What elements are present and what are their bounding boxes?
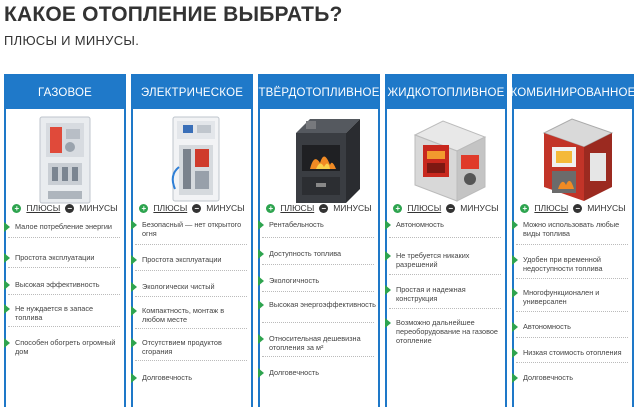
- feature-text: Рентабельность: [269, 220, 324, 229]
- list-item: [133, 306, 251, 324]
- feature-text: Многофункционален и универсален: [523, 288, 600, 306]
- column-header: ТВЁРДОТОПЛИВНОЕ: [260, 76, 378, 109]
- bullet-arrow-icon: [131, 338, 137, 348]
- bullet-arrow-icon: [385, 285, 391, 295]
- bullet-arrow-icon: [4, 280, 10, 290]
- divider: [516, 362, 628, 363]
- divider: [262, 291, 374, 292]
- feature-text: Не нуждается в запасе топлива: [15, 304, 94, 322]
- column-liquid-fuel: [385, 74, 507, 407]
- list-item: [514, 322, 632, 331]
- bullet-arrow-icon: [512, 220, 518, 230]
- divider: [262, 237, 374, 238]
- bullet-arrow-icon: [4, 304, 10, 314]
- divider: [262, 264, 374, 265]
- divider: [135, 270, 247, 271]
- bullet-arrow-icon: [512, 322, 518, 332]
- cons-label: МИНУСЫ: [206, 203, 245, 213]
- bullet-arrow-icon: [385, 220, 391, 230]
- bullet-arrow-icon: [4, 222, 10, 232]
- minus-icon: −: [446, 204, 455, 213]
- liquid-fuel-boiler-icon: [393, 115, 499, 207]
- pros-cons-legend: [260, 203, 378, 213]
- feature-text: Отсутствием продуктов сгорания: [142, 338, 222, 356]
- minus-icon: −: [65, 204, 74, 213]
- feature-text: Способен обогреть огромный дом: [15, 338, 116, 356]
- column-solid-fuel: [258, 74, 380, 407]
- minus-icon: −: [319, 204, 328, 213]
- pros-cons-legend: [6, 203, 124, 213]
- cons-label: МИНУСЫ: [79, 203, 118, 213]
- plus-icon: +: [393, 204, 402, 213]
- divider: [389, 308, 501, 309]
- bullet-arrow-icon: [258, 300, 264, 310]
- feature-text: Малое потребление энергии: [15, 222, 112, 231]
- electric-boiler-icon: [139, 115, 245, 207]
- feature-text: Долговечность: [523, 373, 574, 382]
- column-header: ЖИДКОТОПЛИВНОЕ: [387, 76, 505, 109]
- bullet-arrow-icon: [512, 288, 518, 298]
- bullet-arrow-icon: [512, 373, 518, 383]
- cons-label: МИНУСЫ: [333, 203, 372, 213]
- feature-text: Экологически чистый: [142, 282, 215, 291]
- list-item: [6, 280, 124, 289]
- bullet-arrow-icon: [385, 318, 391, 328]
- bullet-arrow-icon: [131, 306, 137, 316]
- list-item: [514, 220, 632, 238]
- list-item: [260, 368, 378, 377]
- divider: [389, 274, 501, 275]
- divider: [8, 294, 120, 295]
- cons-label: МИНУСЫ: [587, 203, 626, 213]
- feature-text: Возможно дальнейшее переоборудование на газовое отопление: [396, 318, 498, 345]
- list-item: [6, 222, 124, 231]
- list-item: [260, 334, 378, 352]
- solid-fuel-boiler-icon: [266, 115, 372, 207]
- divider: [135, 244, 247, 245]
- minus-icon: −: [192, 204, 201, 213]
- minus-icon: −: [573, 204, 582, 213]
- list-item: [133, 282, 251, 291]
- feature-text: Автономность: [523, 322, 571, 331]
- feature-text: Автономность: [396, 220, 444, 229]
- list-item: [514, 288, 632, 306]
- pros-link[interactable]: ПЛЮСЫ: [153, 203, 188, 213]
- divider: [262, 356, 374, 357]
- feature-text: Безопасный — нет открытого огня: [142, 220, 242, 238]
- feature-text: Долговечность: [142, 373, 193, 382]
- page-subtitle: ПЛЮСЫ И МИНУСЫ.: [4, 33, 140, 48]
- divider: [135, 360, 247, 361]
- plus-icon: +: [12, 204, 21, 213]
- divider: [8, 237, 120, 238]
- column-combined: [512, 74, 634, 407]
- list-item: [133, 338, 251, 356]
- feature-text: Высокая эффективность: [15, 280, 100, 289]
- list-item: [260, 300, 378, 309]
- bullet-arrow-icon: [4, 338, 10, 348]
- pros-link[interactable]: ПЛЮСЫ: [534, 203, 569, 213]
- column-header: ГАЗОВОЕ: [6, 76, 124, 109]
- bullet-arrow-icon: [4, 253, 10, 263]
- pros-cons-legend: [387, 203, 505, 213]
- bullet-arrow-icon: [131, 373, 137, 383]
- bullet-arrow-icon: [258, 334, 264, 344]
- feature-text: Простая и надежная конструкция: [396, 285, 466, 303]
- list-item: [6, 253, 124, 262]
- divider: [516, 244, 628, 245]
- list-item: [514, 255, 632, 273]
- pros-link[interactable]: ПЛЮСЫ: [407, 203, 442, 213]
- divider: [516, 278, 628, 279]
- bullet-arrow-icon: [385, 251, 391, 261]
- plus-icon: +: [266, 204, 275, 213]
- list-item: [133, 255, 251, 264]
- list-item: [387, 220, 505, 229]
- divider: [8, 267, 120, 268]
- feature-text: Удобен при временной недоступности топлива: [523, 255, 603, 273]
- bullet-arrow-icon: [131, 255, 137, 265]
- divider: [389, 237, 501, 238]
- list-item: [387, 251, 505, 269]
- feature-text: Относительная дешевизна отопления за м²: [269, 334, 361, 352]
- comparison-columns: [4, 74, 636, 407]
- feature-text: Не требуется никаких разрешений: [396, 251, 470, 269]
- list-item: [6, 338, 124, 356]
- feature-text: Высокая энергоэффективность: [269, 300, 376, 309]
- list-item: [514, 348, 632, 357]
- bullet-arrow-icon: [258, 276, 264, 286]
- divider: [516, 311, 628, 312]
- column-header: ЭЛЕКТРИЧЕСКОЕ: [133, 76, 251, 109]
- feature-text: Можно использовать любые виды топлива: [523, 220, 620, 238]
- plus-icon: +: [520, 204, 529, 213]
- divider: [516, 337, 628, 338]
- divider: [135, 296, 247, 297]
- bullet-arrow-icon: [131, 282, 137, 292]
- pros-cons-legend: [514, 203, 632, 213]
- feature-text: Простота эксплуатации: [15, 253, 95, 262]
- gas-boiler-icon: [12, 115, 118, 207]
- pros-cons-legend: [133, 203, 251, 213]
- column-gas: [4, 74, 126, 407]
- bullet-arrow-icon: [131, 220, 137, 230]
- list-item: [6, 304, 124, 322]
- pros-link[interactable]: ПЛЮСЫ: [280, 203, 315, 213]
- page-title: КАКОЕ ОТОПЛЕНИЕ ВЫБРАТЬ?: [4, 3, 343, 26]
- feature-text: Долговечность: [269, 368, 320, 377]
- divider: [262, 322, 374, 323]
- list-item: [260, 249, 378, 258]
- column-electric: [131, 74, 253, 407]
- bullet-arrow-icon: [258, 249, 264, 259]
- list-item: [133, 373, 251, 382]
- feature-text: Экологичность: [269, 276, 320, 285]
- feature-text: Простота эксплуатации: [142, 255, 222, 264]
- bullet-arrow-icon: [512, 255, 518, 265]
- feature-text: Доступность топлива: [269, 249, 342, 258]
- column-header: КОМБИНИРОВАННОЕ: [514, 76, 632, 109]
- combined-boiler-icon: [520, 115, 626, 207]
- list-item: [260, 220, 378, 229]
- plus-icon: +: [139, 204, 148, 213]
- pros-link[interactable]: ПЛЮСЫ: [26, 203, 61, 213]
- bullet-arrow-icon: [258, 368, 264, 378]
- list-item: [260, 276, 378, 285]
- feature-text: Низкая стоимость отопления: [523, 348, 622, 357]
- cons-label: МИНУСЫ: [460, 203, 499, 213]
- list-item: [387, 318, 505, 345]
- bullet-arrow-icon: [512, 348, 518, 358]
- list-item: [514, 373, 632, 382]
- divider: [135, 328, 247, 329]
- list-item: [387, 285, 505, 303]
- feature-text: Компактность, монтаж в любом месте: [142, 306, 225, 324]
- divider: [8, 326, 120, 327]
- list-item: [133, 220, 251, 238]
- bullet-arrow-icon: [258, 220, 264, 230]
